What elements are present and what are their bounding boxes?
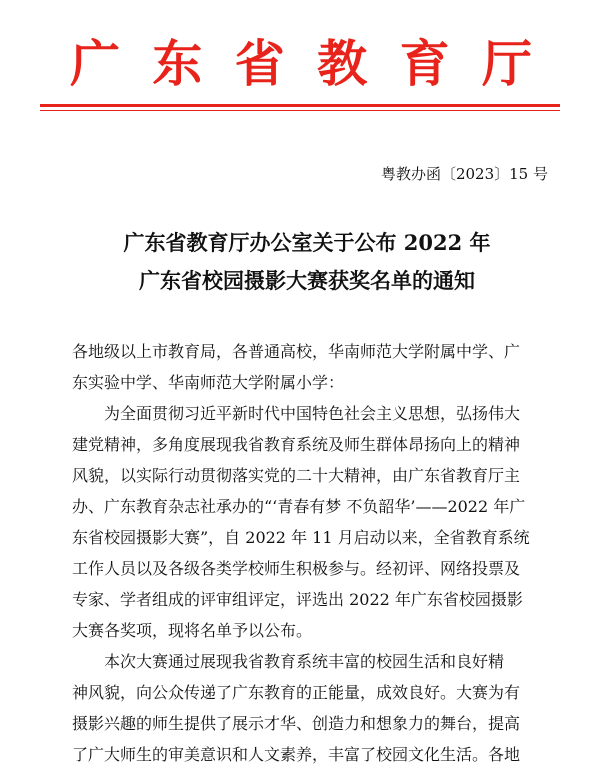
document-title-line-1: 广东省教育厅办公室关于公布 2022 年: [123, 230, 491, 255]
header-char: 厅: [481, 34, 532, 93]
paragraph-line: 神风貌，向公众传递了广东教育的正能量，成效良好。大赛为有: [72, 683, 521, 702]
document-number: 粤教办函〔2023〕15 号: [380, 165, 548, 183]
paragraph-line: 东省校园摄影大赛”，自 2022 年 11 月启动以来，全省教育系统: [72, 528, 530, 547]
header-char: 东: [152, 34, 203, 93]
paragraph-line: 为全面贯彻习近平新时代中国特色社会主义思想，弘扬伟大: [104, 404, 521, 423]
paragraph-line: 了广大师生的审美意识和人文素养，丰富了校园文化生活。各地: [72, 745, 521, 764]
header-char: 教: [317, 34, 368, 93]
paragraph-line: 建党精神，多角度展现我省教育系统及师生群体昂扬向上的精神: [72, 435, 521, 454]
paragraph-line: 摄影兴趣的师生提供了展示才华、创造力和想象力的舞台，提高: [72, 714, 521, 733]
document-title-line-2: 广东省校园摄影大赛获奖名单的通知: [139, 268, 475, 293]
header-char: 广: [70, 34, 120, 93]
header-char: 育: [399, 34, 450, 93]
paragraph-line: 工作人员以及各级各类学校师生积极参与。经初评、网络投票及: [72, 559, 521, 578]
header-red-rule-thin: [40, 110, 560, 111]
paragraph-line: 办、广东教育杂志社承办的“‘青春有梦 不负韶华’——2022 年广: [72, 497, 526, 516]
header-char: 省: [234, 34, 285, 93]
paragraph-line: 专家、学者组成的评审组评定，评选出 2022 年广东省校园摄影: [72, 590, 523, 609]
paragraph-line: 风貌，以实际行动贯彻落实党的二十大精神，由广东省教育厅主: [72, 466, 521, 485]
salutation-line: 东实验中学、华南师范大学附属小学：: [72, 373, 345, 392]
issuing-authority-header: [0, 34, 614, 94]
paragraph-line: 本次大赛通过展现我省教育系统丰富的校园生活和良好精: [104, 652, 505, 671]
paragraph-line: 大赛各奖项，现将名单予以公布。: [72, 621, 313, 640]
header-red-rule: [40, 104, 560, 107]
salutation-line: 各地级以上市教育局，各普通高校，华南师范大学附属中学、广: [72, 342, 521, 361]
